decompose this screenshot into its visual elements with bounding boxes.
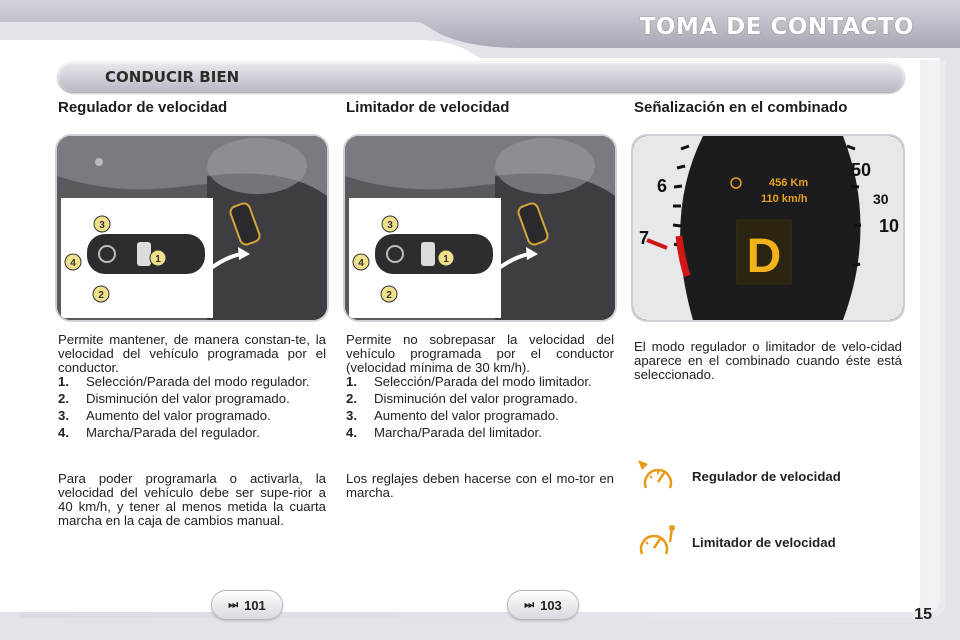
list-item: 3. Aumento del valor programado. <box>58 408 271 423</box>
speed-limiter-icon <box>636 524 676 560</box>
list-item: 4. Marcha/Parada del regulador. <box>58 425 260 440</box>
indicator-regulador <box>636 458 841 494</box>
page-header-title: TOMA DE CONTACTO <box>639 14 914 40</box>
function-list-limitador <box>346 375 614 443</box>
intro-text-regulador: Permite mantener, de manera constan-te, la velocidad del vehículo programada por el conductor. <box>58 332 326 375</box>
intro-text-senalizacion: El modo regulador o limitador de velo-cidad aparece en el combinado cuando éste está seleccionado. <box>634 339 902 382</box>
list-item: 2. Disminución del valor programado. <box>58 391 290 406</box>
page-number: 15 <box>914 606 932 623</box>
note-text-limitador: Los reglajes deben hacerse con el mo-tor en marcha. <box>346 471 614 500</box>
indicator-label-regulador: Regulador de velocidad <box>692 468 841 484</box>
section-title: CONDUCIR BIEN <box>105 68 240 86</box>
display-speed: 110 km/h <box>761 193 808 205</box>
callout-4: 4 <box>70 258 76 269</box>
list-item: 3. Aumento del valor programado. <box>346 408 559 423</box>
callout-2: 2 <box>386 290 392 301</box>
callout-1: 1 <box>443 254 449 265</box>
stalk-illustration <box>57 136 327 320</box>
skip-forward-icon: ⏭ <box>524 598 535 611</box>
display-distance: 456 Km <box>769 177 809 189</box>
column-title-senalizacion: Señalización en el combinado <box>634 99 848 116</box>
cluster-illustration <box>633 136 903 320</box>
page-ref-button-103[interactable] <box>508 591 578 619</box>
page-ref-button-101[interactable] <box>212 591 282 619</box>
list-item: 2. Disminución del valor programado. <box>346 391 578 406</box>
column-title-regulador: Regulador de velocidad <box>58 99 228 116</box>
intro-text-limitador: Permite no sobrepasar la velocidad del vehículo programada por el conductor (velocidad mínima de 30 km/h). <box>346 332 614 375</box>
callout-3: 3 <box>99 220 105 231</box>
list-item: 1. Selección/Parada del modo limitador. <box>346 374 592 389</box>
instrument-cluster-photo <box>633 136 903 320</box>
callout-4: 4 <box>358 258 364 269</box>
callout-1: 1 <box>155 254 161 265</box>
gear-indicator: D <box>746 230 782 283</box>
stalk-illustration <box>345 136 615 320</box>
indicator-label-limitador: Limitador de velocidad <box>692 534 836 550</box>
list-item: 4. Marcha/Parada del limitador. <box>346 425 542 440</box>
page-ref-label: 101 <box>244 597 266 613</box>
callout-2: 2 <box>98 290 104 301</box>
steering-stalk-photo-regulador <box>57 136 327 320</box>
speedo-label-10: 10 <box>879 216 900 236</box>
speedo-label-50: 50 <box>851 160 872 180</box>
indicator-limitador <box>636 524 836 560</box>
note-text-regulador: Para poder programarla o activarla, la velocidad del vehículo debe ser supe-rior a 40 km/h, y tener al menos metida la cuarta marcha en la caja de cambios manual. <box>58 471 326 528</box>
column-title-limitador: Limitador de velocidad <box>346 99 510 116</box>
cruise-control-icon <box>636 458 676 494</box>
function-list-regulador <box>58 375 326 443</box>
tach-label-6: 6 <box>657 176 668 196</box>
speedo-label-30: 30 <box>873 191 889 207</box>
callout-3: 3 <box>387 220 393 231</box>
page-ref-label: 103 <box>540 597 562 613</box>
steering-stalk-photo-limitador <box>345 136 615 320</box>
tach-label-7: 7 <box>639 228 650 248</box>
list-item: 1. Selección/Parada del modo regulador. <box>58 374 310 389</box>
skip-forward-icon: ⏭ <box>228 598 239 611</box>
